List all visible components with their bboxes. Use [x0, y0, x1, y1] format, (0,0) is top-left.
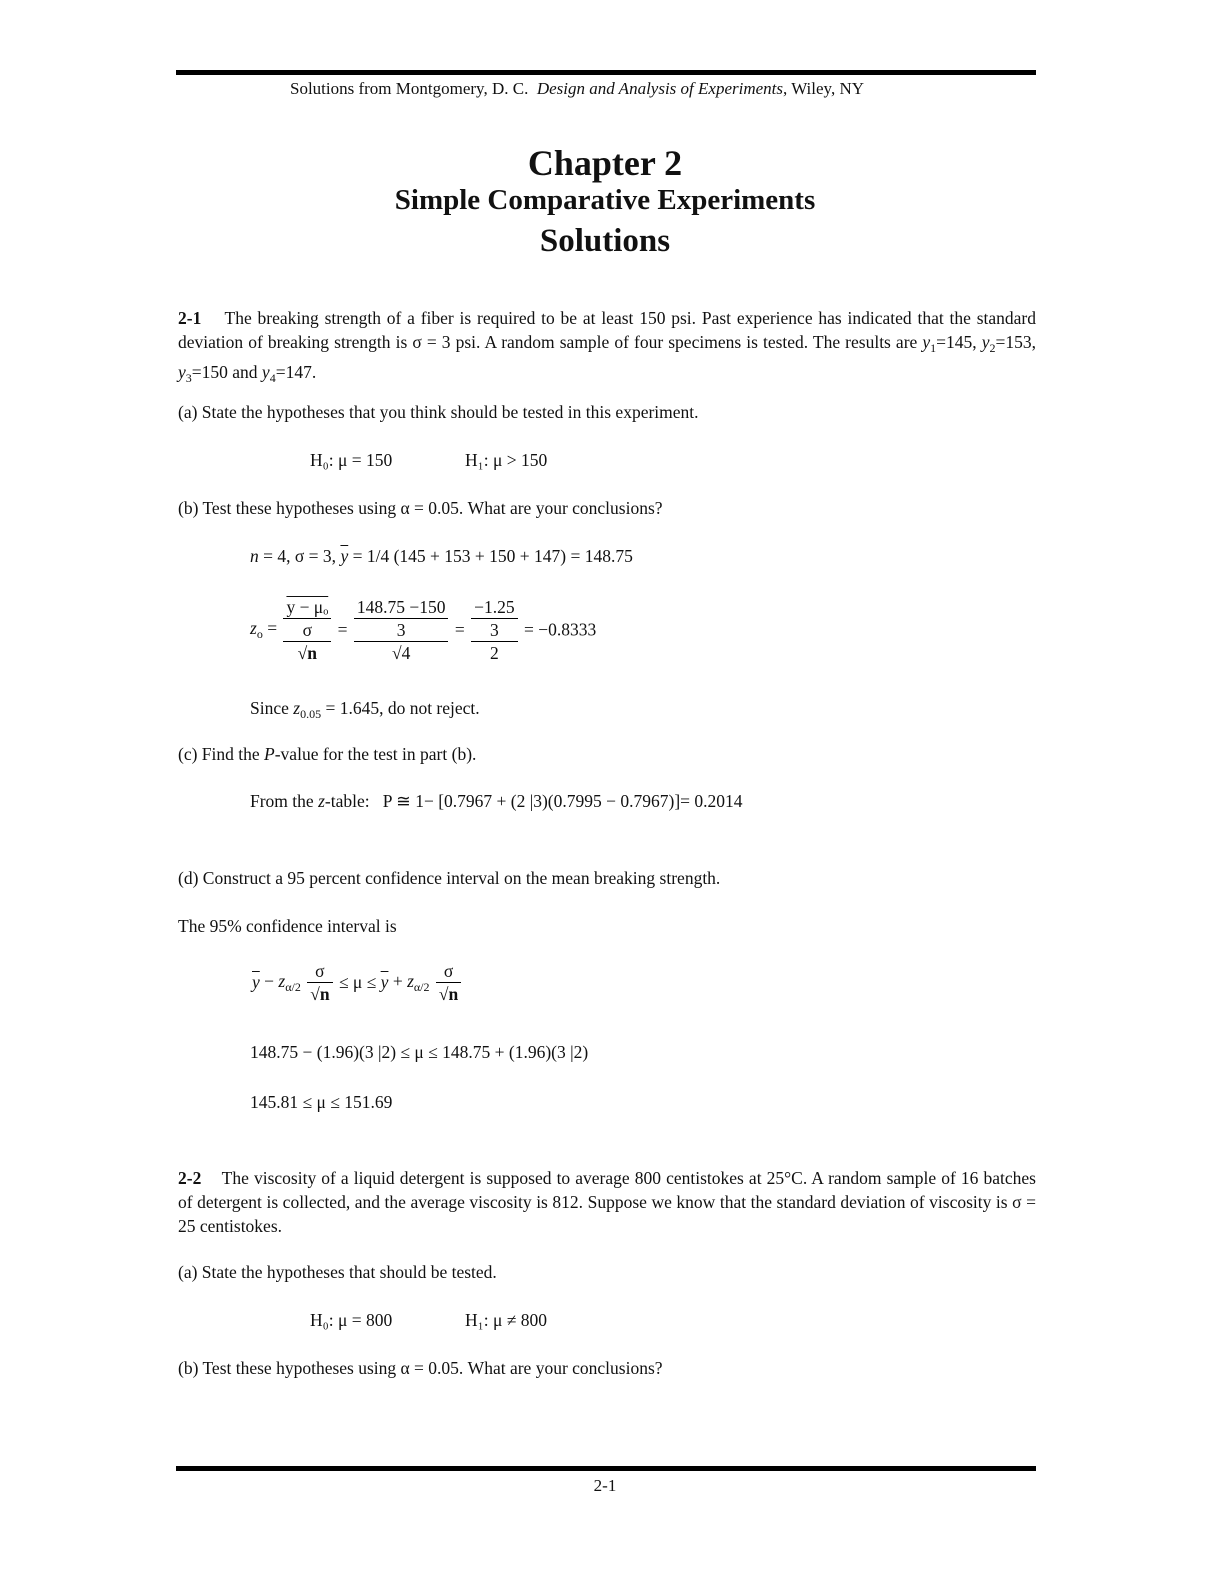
part-c-question: (c) Find the P-value for the test in part (b).: [178, 744, 477, 764]
z-fraction-numeric: 148.75 −150 3 √4: [354, 596, 449, 664]
conclusion-line: Since $z_{0.05} = 1.645$, do not reject.: [250, 698, 480, 721]
header-rule: [176, 70, 1036, 75]
alt-hypothesis: H₁: μ > 150: [465, 450, 548, 470]
alt-hypothesis-2-2: H₁: μ ≠ 800: [465, 1310, 547, 1330]
running-header: [0, 79, 1154, 99]
ci-result: 145.81 ≤ μ ≤ 151.69: [250, 1092, 393, 1112]
y4-value: =147.: [275, 362, 317, 382]
z-result: = −0.8333: [523, 619, 597, 640]
footer-rule: [176, 1466, 1036, 1471]
ci-general-formula: $\overline{y} - z_{\alpha/2}$ $\frac{\sigma}{√n}$ ≤ $\mu \le \overline{y} + z_{\alpha/2}$ $\frac{\sigma}{√n}$: [252, 960, 463, 1005]
header-book-title: Design and Analysis of Experiments: [536, 79, 783, 98]
page-number: 2-1: [593, 1476, 617, 1495]
statement-text: The breaking strength of a fiber is required to be at least 150 psi. Past experience has indicated that the standard deviation of breaking strength is σ = 3 psi. A random sample of four specimens is tested. The results are: [178, 308, 1036, 352]
null-hypothesis: H₀: μ = 150: [310, 450, 393, 470]
z-fraction-general: y − μₒ σ √n: [283, 596, 331, 664]
chapter-subject: Simple Comparative Experiments: [394, 184, 816, 216]
p-value-calc: From the z-table: P ≅ 1− [0.7967 + (2 |3)(0.7995 − 0.7967)]= 0.2014: [250, 791, 743, 811]
n-sigma: = 4, σ = 3,: [263, 546, 341, 566]
y1-value: =145,: [936, 332, 982, 352]
sample-mean: = 1/4 (145 + 153 + 150 + 147) = 148.75: [352, 546, 633, 566]
chapter-kind: Solutions: [539, 223, 671, 259]
statement-text: The viscosity of a liquid detergent is supposed to average 800 centistokes at 25°C. A random sample of 16 batches of detergent is collected, and the average viscosity is 812. Suppose we know that the standard deviation of viscosity is σ = 25 centistokes.: [178, 1168, 1036, 1236]
chapter-title: Chapter 2: [527, 143, 683, 183]
header-source: Solutions from Montgomery, D. C.: [290, 79, 529, 98]
problem-2-2-statement: [178, 1166, 1036, 1238]
part-b-question: (b) Test these hypotheses using α = 0.05. What are your conclusions?: [178, 498, 663, 518]
ci-intro: The 95% confidence interval is: [178, 916, 397, 936]
part-d-question: (d) Construct a 95 percent confidence interval on the mean breaking strength.: [178, 868, 721, 888]
part-b-question-2-2: (b) Test these hypotheses using α = 0.05. What are your conclusions?: [178, 1358, 663, 1378]
null-hypothesis-2-2: H₀: μ = 800: [310, 1310, 393, 1330]
p-value-formula: P ≅ 1− [0.7967 + (2 |3)(0.7995 − 0.7967)]= 0.2014: [382, 791, 743, 811]
sample-summary: n = 4, σ = 3, $\overline{y} = 1/4$ (145 + 153 + 150 + 147) = 148.75: [250, 546, 633, 566]
y2-value: =153,: [995, 332, 1037, 352]
y3-value: =150 and: [191, 362, 262, 382]
part-a-question-2-2: (a) State the hypotheses that should be tested.: [178, 1262, 497, 1282]
part-a-question: (a) State the hypotheses that you think should be tested in this experiment.: [178, 402, 699, 422]
problem-number: 2-2: [178, 1168, 202, 1188]
z-fraction-simplified: −1.25 3 2: [471, 596, 518, 664]
ci-numeric: 148.75 − (1.96)(3 |2) ≤ μ ≤ 148.75 + (1.96)(3 |2): [250, 1042, 589, 1062]
problem-2-1-statement: 2-1 The breaking strength of a fiber is required to be at least 150 psi. Past experience has indicated that the standard deviation of breaking strength is σ = 3 psi. A random sample of four specimens is tested. The results are $y_1=145$, $y_2=153$, $y_3=150$ and $y_4=147$.: [178, 308, 1037, 385]
problem-number: 2-1: [178, 308, 202, 328]
header-publisher: , Wiley, NY: [783, 79, 864, 98]
z-statistic: $z_o$ = y − μₒ σ √n = 148.75 −150 3 √4 = −1.25 3 2 = −0.8333: [250, 597, 597, 663]
